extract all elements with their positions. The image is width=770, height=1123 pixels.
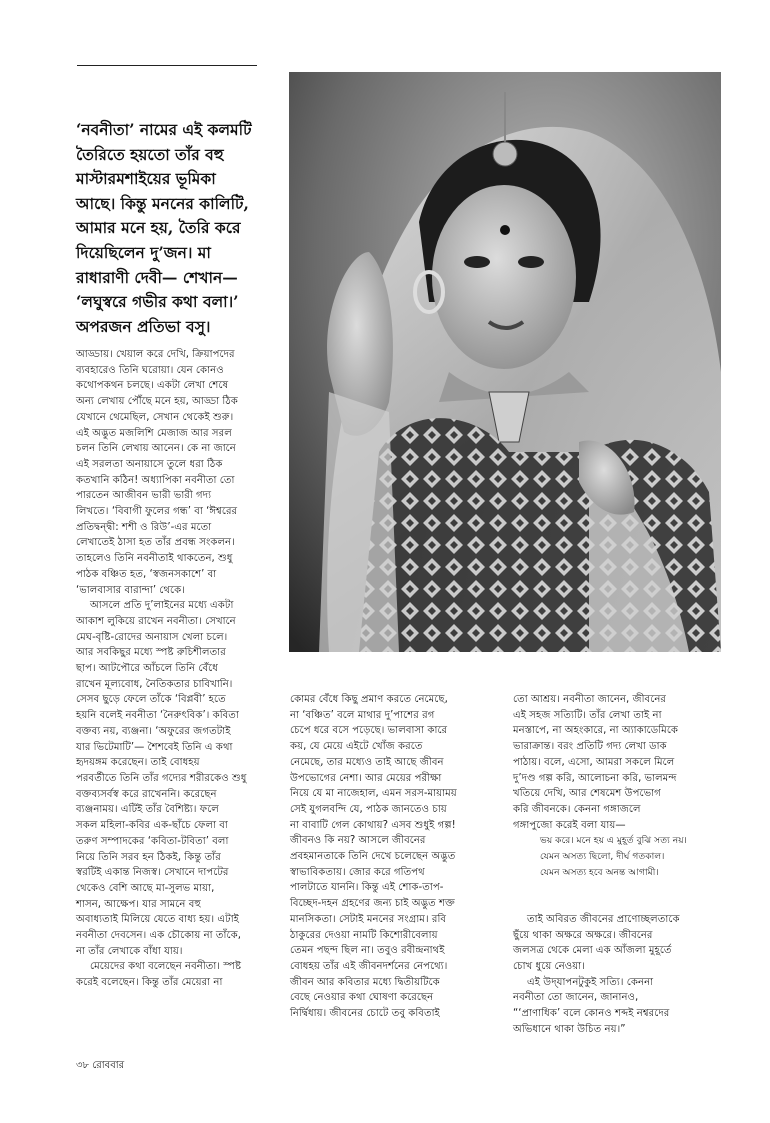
text-line: কয়, যে মেয়ে এইটে খোঁজ করতে	[290, 741, 423, 753]
text-line: সকল মহিলা-কবির এক-ছাঁচে ফেলা বা	[76, 820, 228, 832]
text-line: করি জীবনকে। কেননা গঙ্গাজলে	[513, 803, 641, 815]
text-line: পারতেন আজীবন ভারী ভারী গদ্য	[76, 490, 212, 502]
text-line: না তাঁর লেখাকে বাঁধা যায়।	[76, 945, 183, 957]
text-line: এই উদ্‌যাপনটুকুই সত্যি। কেননা	[527, 976, 654, 988]
text-line: পাঠক বঞ্চিত হত, ‘স্বজনসকাশে’ বা	[76, 568, 217, 580]
text-line: গঙ্গাপুজো করেই বলা যায়—	[513, 819, 626, 831]
column-2	[290, 692, 502, 1022]
text-line: ব্যবহারেও তিনি ঘরোয়া। যেন কোনও	[76, 364, 224, 376]
text-line: তৈরিতে হয়তো তাঁর বহু	[76, 144, 224, 164]
text-line: চলন তিনি লেখায় আনেন। কে না জানে	[76, 443, 236, 455]
text-line: জীবন আর কবিতার মধ্যে দ্বিতীয়টিকে	[290, 976, 440, 988]
text-line: বক্তব্যসর্বস্ব করে রাখেননি। করেছেন	[76, 788, 217, 800]
text-line: প্রবহমানতাকে তিনি দেখে চলেছেন অদ্ভুত	[290, 851, 456, 863]
text-line: অবাধ্যতাই মিলিয়ে যেতে বাধ্য হয়। এটাই	[76, 914, 239, 926]
text-line: এই সহজ সত্যিটি। তাঁর লেখা তাই না	[513, 709, 662, 721]
text-line: ছুঁয়ে থাকা অক্ষরে অক্ষরে। জীবনের	[513, 929, 653, 941]
text-line: ছাপ। আটপৌরে আঁচলে তিনি বেঁধে	[76, 663, 218, 675]
text-line: নিয়ে তিনি সরব হন ঠিকই, কিন্তু তাঁর	[76, 851, 221, 863]
page-number: ৩৮	[76, 1060, 89, 1071]
column-3-bottom	[513, 912, 725, 1038]
pull-quote	[76, 118, 286, 339]
text-line: না ‘বঞ্চিত’ বলে মাথার দু’পাশের রগ	[290, 709, 435, 721]
text-line: লেখাতেই ঠাসা হত তাঁর প্রবন্ধ সংকলন।	[76, 537, 235, 549]
text-line: তো আশ্রয়। নবনীতা জানেন, জীবনের	[513, 694, 667, 705]
text-line: কতখানি কঠিন! অধ্যাপিকা নবনীতা তো	[76, 474, 235, 486]
text-line: ‘নবনীতা’ নামের এই কলমটি	[76, 120, 252, 139]
text-line: বিচ্ছেদ-দহন গ্রহণের জন্য চাই অদ্ভুত শক্ত	[290, 898, 455, 910]
text-line: যেমন অসত্য ছিলো, দীর্ঘ গতকাল।	[540, 851, 665, 863]
text-line: খতিয়ে দেখি, আর শেষমেশ উপভোগ	[513, 788, 661, 800]
text-line: না বাবাটি গেল কোথায়? এসব শুধুই গল্প!	[290, 819, 456, 831]
text-line: অপরজন প্রতিভা বসু।	[76, 316, 211, 336]
text-line: ‘ভালবাসার বারান্দা’ থেকে।	[76, 584, 185, 596]
text-line: জলসত্র থেকে মেলা এক আঁজলা মুহূর্তে	[513, 945, 672, 957]
text-line: “‘প্রাণাধিক’ বলে কোনও শব্দই নশ্বরদের	[513, 1008, 670, 1020]
text-line: নবনীতা দেবসেন। এক চৌকোয় না তাঁকে,	[76, 930, 241, 942]
text-line: ভারাক্রান্ত। বরং প্রতিটি গদ্য লেখা ডাক	[513, 741, 667, 753]
poem-quote	[513, 833, 725, 880]
text-line: আকাশ লুকিয়ে রাখেন নবনীতা। সেখানে	[76, 615, 236, 627]
text-line: রাখেন মূল্যবোধ, নৈতিকতার চাবিখানি।	[76, 678, 233, 690]
text-line: নবনীতা তো জানেন, জানানও,	[513, 992, 639, 1004]
text-line: জীবনও কি নয়? আসলে জীবনের	[290, 835, 426, 847]
text-line: মনস্তাপে, না অহংকারে, না অ্যাকাডেমিকে	[513, 725, 679, 737]
portrait-photo	[289, 72, 721, 652]
text-line: বোধহয় তাঁর এই জীবনদর্শনের নেপথ্যে।	[290, 960, 448, 972]
text-line: হয়নি বলেই নবনীতা ‘নৈরুৎবিক’। কবিতা	[76, 710, 239, 722]
magazine-name: রোববার	[92, 1060, 125, 1071]
text-line: এই সরলতা অনায়াসে তুলে ধরা ঠিক	[76, 458, 223, 470]
text-line: তেমন পছন্দ ছিল না। তবুও রবীন্দ্রনাথই	[290, 945, 445, 957]
text-line: আমার মনে হয়, তৈরি করে	[76, 218, 241, 238]
text-line: অভিধানে থাকা উচিত নয়।”	[513, 1023, 626, 1035]
text-line: বক্তব্য নয়, ব্যঞ্জনা। ‘অফুরের জগতটাই	[76, 725, 231, 737]
text-line: প্রতিদ্বন্দ্বী: শশী ও রিউ’-এর মতো	[76, 521, 212, 533]
column-3-top	[513, 692, 725, 833]
text-line: মেঘ-বৃষ্টি-রোদের অনায়াস খেলা চলে।	[76, 631, 228, 643]
text-line: রাধারাণী দেবী— শেখান—	[76, 267, 238, 287]
text-line: ব্যঞ্জনাময়। এটিই তাঁর বৈশিষ্ট্য। ফলে	[76, 804, 219, 816]
text-line: যার ভিটেমাটি’— শৈশবেই তিনি এ কথা	[76, 741, 233, 753]
text-line: পরবর্তীতে তিনি তাঁর গদ্যের শরীরকেও শুধু	[76, 772, 247, 784]
text-line: মাস্টারমশাইয়ের ভূমিকা	[76, 169, 216, 189]
text-line: চোখ ধুয়ে নেওয়া।	[513, 960, 585, 972]
text-line: যেমন অসত্য হবে অনন্ত আগামী।	[540, 866, 659, 878]
text-line: স্বাভাবিকতায়। জোর করে গতিপথ	[290, 866, 425, 878]
text-line: মেয়েদের কথা বলেছেন নবনীতা। স্পষ্ট	[90, 961, 242, 973]
column-1	[76, 347, 288, 991]
text-line: দিয়েছিলেন দু’জন। মা	[76, 242, 211, 262]
text-line: আড্ডায়। খেয়াল করে দেখি, ক্রিয়াপদের	[76, 349, 235, 360]
text-line: শাসন, আক্ষেপ। যার সামনে বহু	[76, 898, 201, 910]
text-line: চেপে ধরে বসে পড়েছে। ভালবাসা কারে	[290, 725, 448, 737]
text-line: নির্দ্বিধায়। জীবনের চোটে তবু কবিতাই	[290, 1008, 440, 1020]
text-line: দু’দণ্ড গল্প করি, আলোচনা করি, ভালমন্দ	[513, 772, 677, 784]
text-line: মানসিকতা। সেটাই মননের সংগ্রাম। রবি	[290, 913, 447, 925]
text-line: সেসব ছুড়ে ফেলে তাঁকে ‘বিপ্লবী’ হতে	[76, 694, 226, 706]
text-line: পাঠায়। বলে, এসো, আমরা সকলে মিলে	[513, 756, 675, 768]
text-line: নেমেছে, তার মধ্যেও তাই আছে জীবন	[290, 756, 444, 768]
text-line: অন্য লেখায় পৌঁছে মনে হয়, আড্ডা ঠিক	[76, 396, 238, 408]
text-line: হৃদয়ঙ্গম করেছেন। তাই বোধহয়	[76, 757, 200, 769]
text-line: তরুণ সম্পাদকের ‘কবিতা-টবিতা’ বলা	[76, 835, 229, 847]
text-line: ঠাকুরের দেওয়া নামটি কিশোরীবেলায়	[290, 929, 438, 941]
text-line: তাহলেও তিনি নবনীতাই থাকতেন, শুধু	[76, 553, 233, 565]
column-3	[513, 692, 725, 1037]
text-line: যেখানে থেমেছিল, সেখান থেকেই শুরু।	[76, 411, 234, 423]
text-line: পালটাতে যাননি। কিন্তু এই শোক-তাপ-	[290, 882, 444, 894]
top-rule	[77, 65, 257, 66]
text-line: উপভোগের নেশা। আর মেয়ের পরীক্ষা	[290, 772, 442, 784]
text-line: করেই বলেছেন। কিন্তু তাঁর মেয়েরা না	[76, 977, 223, 989]
text-line: ভয় করে। মনে হয় এ মুহূর্ত বুঝি সত্য নয়।	[540, 835, 687, 847]
text-line: তাই অবিরত জীবনের প্রাণোচ্ছলতাকে	[527, 913, 680, 925]
text-line: এই অদ্ভুত মজলিশি মেজাজ আর সরল	[76, 427, 232, 439]
text-line: নিয়ে যে মা নাজেহাল, এমন সরস-মায়াময়	[290, 788, 457, 800]
text-line: থেকেও বেশি আছে মা-সুলভ মায়া,	[76, 882, 215, 894]
text-line: আছে। কিন্তু মননের কালিটি,	[76, 193, 249, 213]
text-line: বেছে নেওয়ার কথা ঘোষণা করেছেন	[290, 992, 434, 1004]
text-line: আর সবকিছুর মধ্যে স্পষ্ট রুচিশীলতার	[76, 647, 226, 659]
text-line: কোমর বেঁধে কিছু প্রমাণ করতে নেমেছে,	[290, 694, 448, 705]
text-line: ‘লঘুস্বরে গভীর কথা বলা।’	[76, 292, 239, 312]
text-line: সেই যুগলবন্দি যে, পাঠক জানতেও চায়	[290, 803, 447, 815]
text-line: স্বরটিই একান্ত নিজস্ব। সেখানে দাপটের	[76, 867, 229, 879]
page-footer	[76, 1058, 124, 1075]
text-line: আসলে প্রতি দু’লাইনের মধ্যে একটা	[90, 600, 234, 612]
text-line: কথোপকথন চলছে। একটা লেখা শেষে	[76, 380, 229, 392]
text-line: লিখতে। ‘বিবাগী ফুলের গন্ধ’ বা ‘ঈশ্বরের	[76, 506, 238, 518]
